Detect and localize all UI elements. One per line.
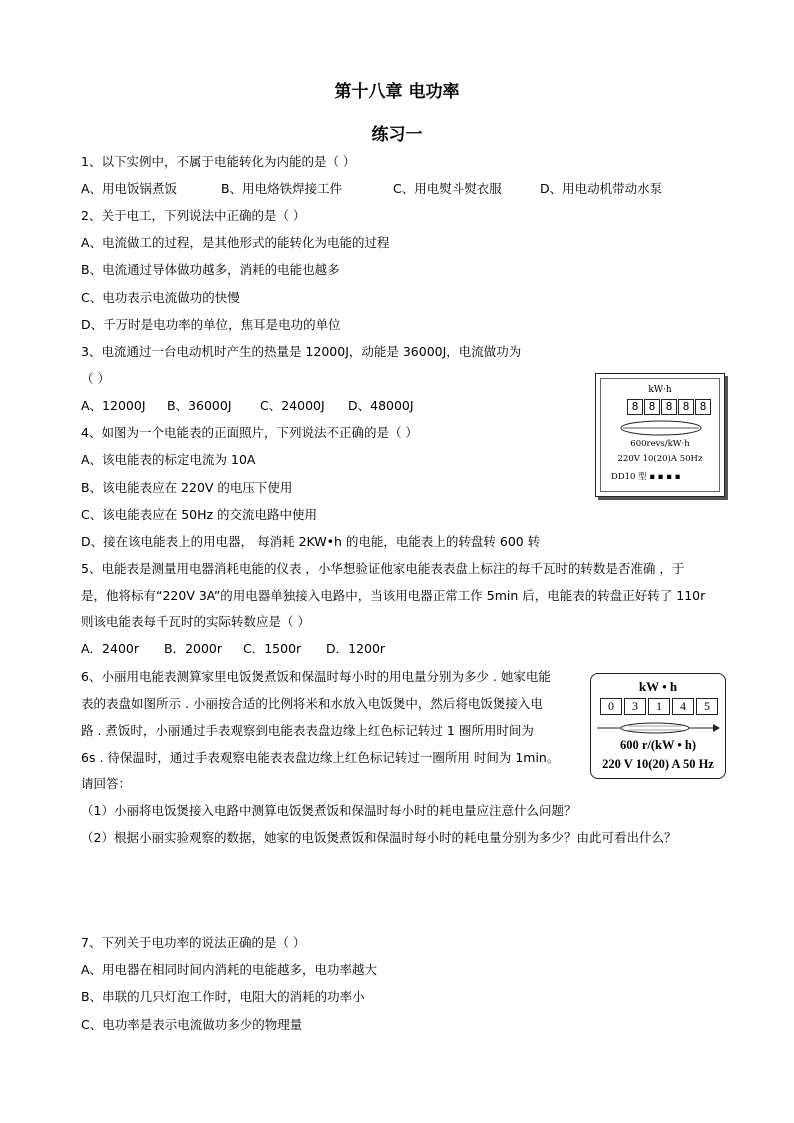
meter-digit-window	[627, 399, 711, 415]
q6-line-4: 6s . 待保温时，通过手表观察电能表表盘边缘上红色标记转过一圈所用 时间为 1min。	[81, 750, 560, 765]
q3-stem: 3、电流通过一台电动机时产生的热量是 12000J，动能是 36000J，电流做功为	[81, 344, 522, 359]
q2-option-b: B、电流通过导体做功越多，消耗的电能也越多	[81, 262, 340, 277]
meter-digit: 8	[627, 399, 643, 415]
section-title: 练习一	[371, 125, 423, 145]
q2-option-d: D、千万时是电功率的单位，焦耳是电功的单位	[81, 317, 341, 332]
meter-digit: 5	[696, 698, 718, 715]
meter-digit: 4	[672, 698, 694, 715]
q7-option-b: B、串联的几只灯泡工作时，电阻大的消耗的功率小	[81, 989, 365, 1004]
meter-digit: 8	[644, 399, 660, 415]
q4-option-b: B、该电能表应在 220V 的电压下使用	[81, 480, 293, 495]
q5-option-b: B．2000r	[164, 641, 223, 656]
q5-line-1: 5、电能表是测量用电器消耗电能的仪表 ，小华想验证他家电能表表盘上标注的每千瓦时的转数是否准确 ，于	[81, 561, 685, 576]
q1-option-a: A、用电饭锅煮饭	[81, 181, 178, 196]
meter-digit: 8	[678, 399, 694, 415]
meter-rating: 220 V 10(20) A 50 Hz	[602, 757, 714, 771]
q6-subquestion-1: （1）小丽将电饭煲接入电路中测算电饭煲煮饭和保温时每小时的耗电量应注意什么问题？	[81, 803, 577, 818]
meter-digit: 8	[661, 399, 677, 415]
q3-option-a: A、12000J	[81, 398, 146, 413]
q5-line-2: 是，他将标有“220V 3A”的用电器单独接入电路中，当该用电器正常工作 5min 后，电能表的转盘正好转了 110r	[81, 588, 706, 603]
q3-option-b: B、36000J	[167, 398, 232, 413]
meter-digit: 3	[624, 698, 646, 715]
q5-option-c: C．1500r	[243, 641, 302, 656]
q6-line-2: 表的表盘如图所示 . 小丽按合适的比例将米和水放入电饭煲中，然后将电饭煲接入电	[81, 696, 543, 711]
q3-option-c: C、24000J	[260, 398, 325, 413]
q1-stem: 1、以下实例中，不属于电能转化为内能的是（ ）	[81, 154, 356, 169]
q4-option-c: C、该电能表应在 50Hz 的交流电路中使用	[81, 507, 318, 522]
q5-option-d: D．1200r	[326, 641, 386, 656]
q1-option-d: D、用电动机带动水泵	[540, 181, 663, 196]
q6-line-3: 路 . 煮饭时，小丽通过手表观察到电能表表盘边缘上红色标记转过 1 圈所用时间为	[81, 723, 534, 738]
energy-meter-photo	[595, 373, 725, 497]
meter-digit: 1	[648, 698, 670, 715]
meter-digit-window	[600, 698, 718, 715]
q3-option-d: D、48000J	[348, 398, 414, 413]
meter-digit: 0	[600, 698, 622, 715]
q5-line-3: 则该电能表每千瓦时的实际转数应是（ ）	[81, 614, 310, 629]
q7-option-a: A、用电器在相同时间内消耗的电能越多，电功率越大	[81, 962, 378, 977]
q7-option-c: C、电功率是表示电流做功多少的物理量	[81, 1017, 303, 1032]
meter-rev-constant: 600revs/kW·h	[630, 439, 690, 449]
meter-unit-label: kW • h	[638, 679, 678, 694]
chapter-title: 第十八章 电功率	[334, 82, 460, 102]
q7-stem: 7、下列关于电功率的说法正确的是（ ）	[81, 935, 306, 950]
q6-line-1: 6、小丽用电能表测算家里电饭煲煮饭和保温时每小时的用电量分别为多少 . 她家电能	[81, 669, 551, 684]
q2-option-c: C、电功表示电流做功的快慢	[81, 290, 240, 305]
q5-option-a: A．2400r	[81, 641, 140, 656]
q1-option-b: B、用电烙铁焊接工件	[221, 181, 343, 196]
meter-rotor-icon	[615, 419, 707, 437]
meter-rev-constant: 600 r/(kW • h)	[619, 738, 697, 752]
meter-face	[600, 378, 720, 492]
q3-bracket: （ ）	[81, 371, 110, 386]
meter-digit: 8	[695, 399, 711, 415]
q4-stem: 4、如图为一个电能表的正面照片，下列说法不正确的是（ ）	[81, 425, 418, 440]
energy-meter-diagram	[590, 673, 726, 779]
meter-unit-label: kW·h	[648, 385, 672, 395]
q1-option-c: C、用电熨斗熨衣服	[393, 181, 502, 196]
meter-model: DD10 型 ▪ ▪ ▪ ▪	[611, 472, 681, 482]
q6-line-5: 请回答：	[81, 776, 132, 791]
q2-option-a: A、电流做工的过程，是其他形式的能转化为电能的过程	[81, 235, 390, 250]
meter-rating: 220V 10(20)A 50Hz	[617, 454, 703, 464]
q4-option-d: D、接在该电能表上的用电器， 每消耗 2KW•h 的电能，电能表上的转盘转 600 转	[81, 534, 541, 549]
q2-stem: 2、关于电工，下列说法中正确的是（ ）	[81, 208, 306, 223]
meter-rotor-arrow-icon	[595, 718, 721, 738]
q4-option-a: A、该电能表的标定电流为 10A	[81, 452, 256, 467]
q6-subquestion-2: （2）根据小丽实验观察的数据，她家的电饭煲煮饭和保温时每小时的耗电量分别为多少？由此可看出什么？	[81, 830, 677, 845]
